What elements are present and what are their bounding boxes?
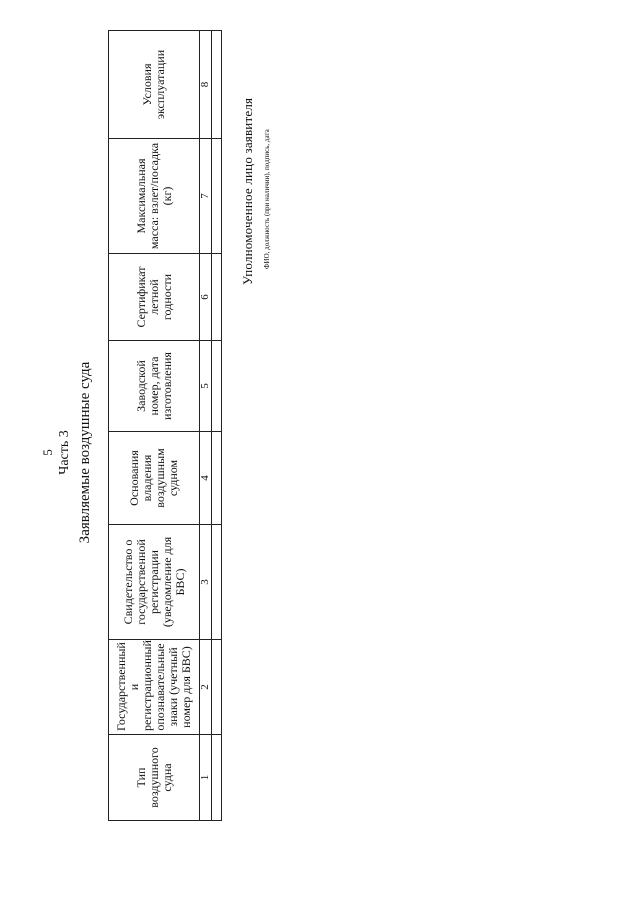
table-cell[interactable]	[212, 735, 222, 821]
header-serial-number-date: Заводской номер, дата изготовления	[109, 341, 200, 432]
table-cell[interactable]	[212, 139, 222, 254]
column-number: 6	[200, 254, 212, 341]
table-cell[interactable]	[212, 341, 222, 432]
header-airworthiness-certificate: Сертификат летной годности	[109, 254, 200, 341]
signatory-note: ФИО, должность (при наличии), подпись, дата	[263, 129, 271, 269]
table-cell[interactable]	[212, 525, 222, 640]
column-number: 7	[200, 139, 212, 254]
column-number: 4	[200, 432, 212, 525]
column-number-row	[200, 31, 212, 821]
column-number: 8	[200, 31, 212, 139]
page-number: 5	[40, 449, 55, 456]
header-registration-certificate: Свидетельство о государственной регистрации (уведомление для БВС)	[109, 525, 200, 640]
table-row	[212, 31, 222, 821]
column-number: 2	[200, 640, 212, 735]
table-header-row	[109, 31, 200, 821]
table-cell[interactable]	[212, 432, 222, 525]
header-max-mass: Максимальная масса: взлет/посадка (кг)	[109, 139, 200, 254]
column-number: 3	[200, 525, 212, 640]
header-operating-conditions: Условия эксплуатации	[109, 31, 200, 139]
column-number: 5	[200, 341, 212, 432]
table-cell[interactable]	[212, 254, 222, 341]
signatory-label: Уполномоченное лицо заявителя	[240, 97, 255, 285]
header-ownership-basis: Основания владения воздушным судном	[109, 432, 200, 525]
table-cell[interactable]	[212, 31, 222, 139]
table-cell[interactable]	[212, 640, 222, 735]
header-aircraft-type: Тип воздушного судна	[109, 735, 200, 821]
section-title: Заявляемые воздушные суда	[77, 361, 93, 544]
aircraft-table	[108, 30, 222, 821]
header-registration-marks: Государственный и регистрационный опознавательные знаки (учетный номер для БВС)	[109, 640, 200, 735]
column-number: 1	[200, 735, 212, 821]
part-title: Часть 3	[57, 430, 72, 475]
